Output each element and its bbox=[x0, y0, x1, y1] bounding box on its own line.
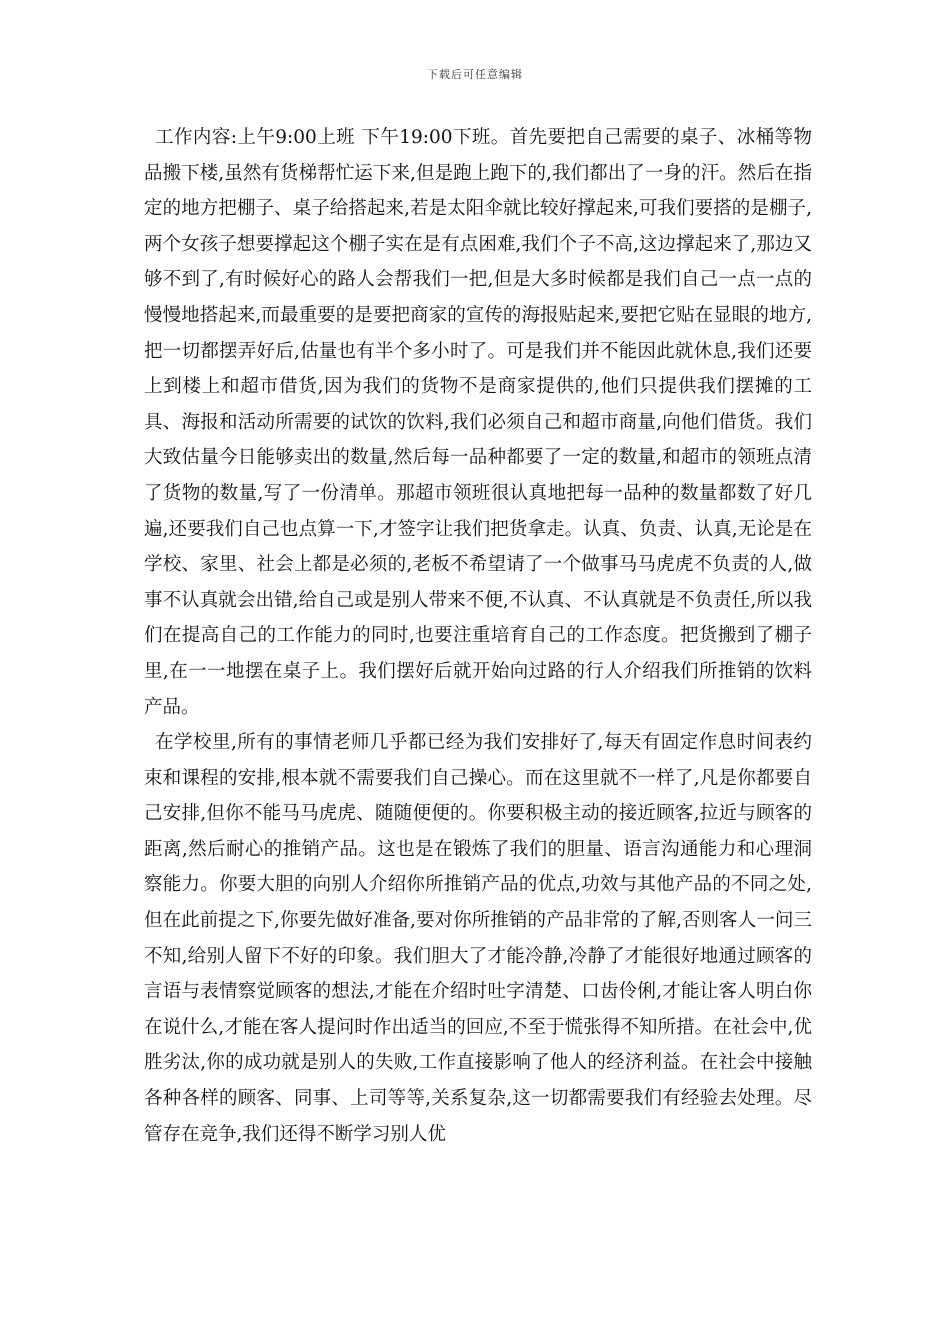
paragraph-school-vs-society: 在学校里,所有的事情老师几乎都已经为我们安排好了,每天有固定作息时间表约束和课程的安排,根本就不需要我们自己操心。而在这里就不一样了,凡是你都要自己安排,但你不能马马虎虎、随随便便的。你要积极主动的接近顾客,拉近与顾客的距离,然后耐心的推销产品。这也是在锻炼了我们的胆量、语言沟通能力和心理洞察能力。你要大胆的向别人介绍你所推销产品的优点,功效与其他产品的不同之处,但在此前提之下,你要先做好准备,要对你所推销的产品非常的了解,否则客人一问三不知,给别人留下不好的印象。我们胆大了才能冷静,冷静了才能很好地通过顾客的言语与表情察觉顾客的想法,才能在介绍时吐字清楚、口齿伶俐,才能让客人明白你在说什么,才能在客人提问时作出适当的回应,不至于慌张得不知所措。在社会中,优胜劣汰,你的成功就是别人的失败,工作直接影响了他人的经济利益。在社会中接触各种各样的顾客、同事、上司等等,关系复杂,这一切都需要我们有经验去处理。尽管存在竞争,我们还得不断学习别人优 bbox=[144, 732, 812, 1145]
paragraph-work-content: 工作内容:上午9:00上班 下午19:00下班。首先要把自己需要的桌子、冰桶等物品搬下楼,虽然有货梯帮忙运下来,但是跑上跑下的,我们都出了一身的汗。然后在指定的地方把棚子、桌子给搭起来,若是太阳伞就比较好撑起来,可我们要搭的是棚子,两个女孩子想要撑起这个棚子实在是有点困难,我们个子不高,这边撑起来了,那边又够不到了,有时候好心的路人会帮我们一把,但是大多时候都是我们自己一点一点的慢慢地搭起来,而最重要的是要把商家的宣传的海报贴起来,要把它贴在显眼的地方,把一切都摆弄好后,估量也有半个多小时了。可是我们并不能因此就休息,我们还要上到楼上和超市借货,因为我们的货物不是商家提供的,他们只提供我们摆摊的工具、海报和活动所需要的试饮的饮料,我们必须自己和超市商量,向他们借货。我们大致估量今日能够卖出的数量,然后每一品种都要了一定的数量,和超市的领班点清了货物的数量,写了一份清单。那超市领班很认真地把每一品种的数量都数了好几遍,还要我们自己也点算一下,才签字让我们把货拿走。认真、负责、认真,无论是在学校、家里、社会上都是必须的,老板不希望请了一个做事马马虎虎不负责的人,做事不认真就会出错,给自己或是别人带来不便,不认真、不认真就是不负责任,所以我们在提高自己的工作能力的同时,也要注重培育自己的工作态度。把货搬到了棚子里,在一一地摆在桌子上。我们摆好后就开始向过路的行人介绍我们所推销的饮料产品。 bbox=[144, 127, 812, 718]
document-body bbox=[144, 120, 812, 1152]
page-header: 下载后可任意编辑 bbox=[427, 68, 523, 81]
